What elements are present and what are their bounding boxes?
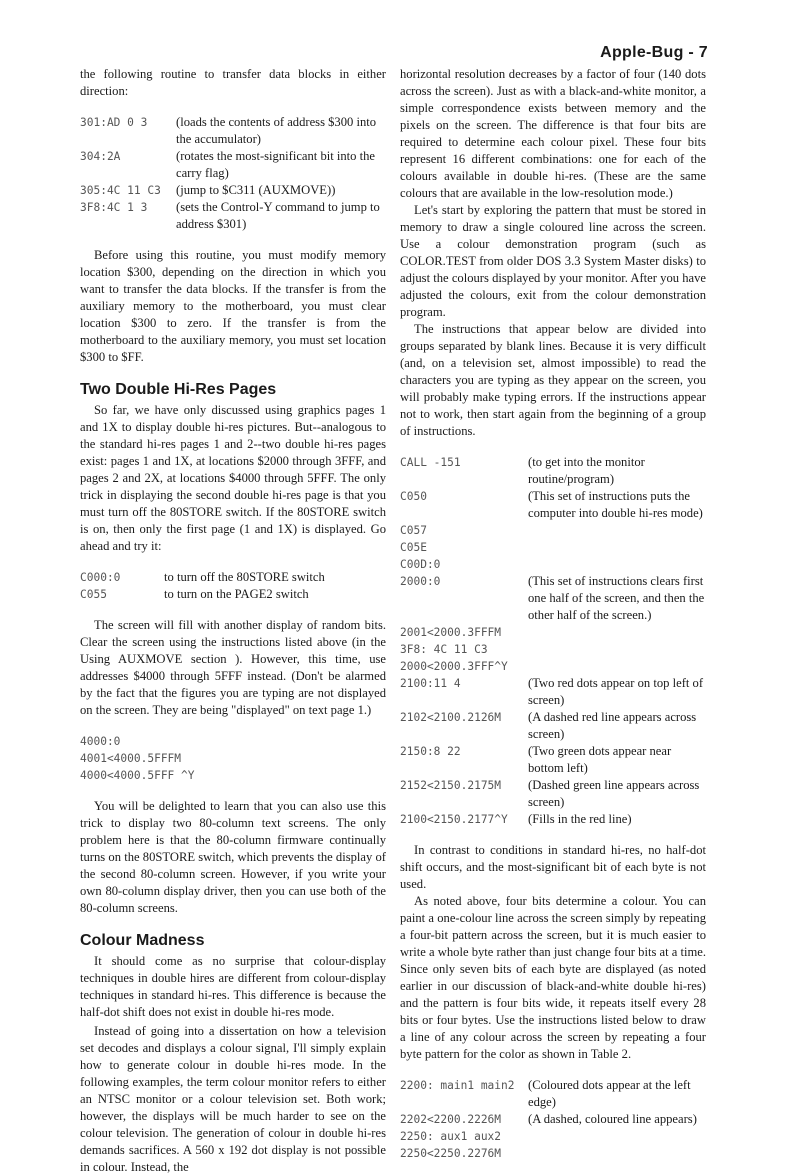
code-line: 4001<4000.5FFFM	[80, 752, 182, 765]
section-heading: Colour Madness	[80, 932, 205, 949]
right-column	[400, 66, 706, 1162]
code-row	[400, 1111, 706, 1128]
code-cell: C057	[400, 524, 427, 537]
desc-cell: (A dashed, coloured line appears)	[528, 1112, 697, 1126]
switch-listing	[80, 569, 386, 603]
desc-cell	[528, 658, 706, 675]
code-line: 4000<4000.5FFF ^Y	[80, 769, 195, 782]
desc-cell: (loads the contents of address $300 into the accumulator)	[176, 115, 377, 146]
code-row	[400, 658, 706, 675]
section-heading: Two Double Hi-Res Pages	[80, 381, 277, 398]
code-row	[400, 641, 706, 658]
code-row	[80, 182, 386, 199]
code-row	[400, 777, 706, 811]
code-cell: 2100:11 4	[400, 677, 461, 690]
paragraph: the following routine to transfer data blocks in either direction:	[80, 67, 386, 98]
code-row	[400, 454, 706, 488]
code-cell: 2202<2200.2226M	[400, 1113, 502, 1126]
paragraph: Instead of going into a dissertation on how a television set decodes and displays a colour signal, I'll simply explain how to generate colour in double hi-res mode. In the following examples, the term colour monitor refers to either an NTSC monitor or a colour television set. Both work; however, the displays will be much harder to see on the colour television. The generation of colour in double hi-res demands sacrifices. A 560 x 192 dot display is not possible in colour. Instead, the	[80, 1024, 386, 1174]
paragraph: In contrast to conditions in standard hi-res, no half-dot shift occurs, and the most-significant bit of each byte is not used.	[400, 843, 706, 891]
paragraph: Let's start by exploring the pattern that must be stored in memory to draw a single coloured line across the screen. Use a colour demonstration program (such as COLOR.TEST from older DOS 3.3 System Master disks) to adjust the colours displayed by your monitor. After you have adjusted the colours, exit from the colour demonstration program.	[400, 203, 706, 319]
code-cell: 305:4C 11 C3	[80, 184, 161, 197]
paragraph: horizontal resolution decreases by a factor of four (140 dots across the screen). Just as with a black-and-white monitor, a simple correspondence exists between memory and the pixels on the screen. The difference is that four bits are required to determine each colour pixel. These four bits represent 16 different combinations: one for each of the colours available in double hi-res. (These are the same colours that are available in the low-resolution mode.)	[400, 67, 706, 200]
desc-cell	[528, 1145, 706, 1162]
code-row	[80, 148, 386, 182]
code-cell: 2250: aux1 aux2	[400, 1130, 502, 1143]
desc-cell: (Dashed green line appears across screen)	[528, 778, 700, 809]
code-cell: 2000:0	[400, 575, 441, 588]
left-column	[80, 66, 386, 1176]
desc-cell: (Two red dots appear on top left of screen)	[528, 676, 704, 707]
code-cell: 2001<2000.3FFFM	[400, 626, 502, 639]
code-row	[80, 569, 386, 586]
code-row	[400, 1145, 706, 1162]
paragraph: The screen will fill with another display of random bits. Clear the screen using the instructions listed above (in the Using AUXMOVE section ). However, this time, use addresses $4000 through 5FFF instead. (Don't be alarmed by the fact that the figures you are typing are not displayed on the screen. They are being "displayed" on text page 1.)	[80, 618, 386, 717]
paragraph: As noted above, four bits determine a colour. You can paint a one-colour line across the screen simply by repeating a four-bit pattern across the screen, but it is much easier to write a whole byte rather than just change four bits at a time. Since only seven bits of each byte are displayed (as noted earlier in our discussion of black-and-white double hi-res) and the pattern is four bits wide, it repeats itself every 28 bits or four bytes. Use the instructions listed below to draw a line of any colour across the screen by repeating a four byte pattern for the color as shown in Table 2.	[400, 894, 706, 1061]
desc-cell	[528, 539, 706, 556]
code-cell: 2200: main1 main2	[400, 1079, 515, 1092]
routine-listing	[80, 114, 386, 233]
code-cell: 2000<2000.3FFF^Y	[400, 660, 508, 673]
desc-cell: (This set of instructions clears first one half of the screen, and then the other half of the screen.)	[528, 574, 705, 622]
desc-cell: (rotates the most-significant bit into the carry flag)	[176, 149, 376, 180]
code-cell: C000:0	[80, 571, 121, 584]
code-row	[400, 743, 706, 777]
code-cell: CALL -151	[400, 456, 461, 469]
desc-cell: (to get into the monitor routine/program)	[528, 455, 645, 486]
code-cell: C055	[80, 588, 107, 601]
paragraph: It should come as no surprise that colour-display techniques in double hires are different from colour-display techniques in standard hi-res. This difference is because the half-dot shift does not exist in double hi-res mode.	[80, 954, 386, 1019]
code-row	[400, 556, 706, 573]
desc-cell: to turn on the PAGE2 switch	[164, 587, 309, 601]
desc-cell: (Coloured dots appear at the left edge)	[528, 1078, 691, 1109]
desc-cell	[528, 624, 706, 641]
code-cell: 2150:8 22	[400, 745, 461, 758]
desc-cell: to turn off the 80STORE switch	[164, 570, 325, 584]
desc-cell: (Fills in the red line)	[528, 812, 632, 826]
code-row	[80, 586, 386, 603]
code-row	[80, 199, 386, 233]
code-cell: 2100<2150.2177^Y	[400, 813, 508, 826]
code-cell: 304:2A	[80, 150, 121, 163]
clear-listing	[80, 733, 386, 784]
code-row	[80, 114, 386, 148]
code-cell: 3F8: 4C 11 C3	[400, 643, 488, 656]
code-cell: 3F8:4C 1 3	[80, 201, 148, 214]
desc-cell	[528, 641, 706, 658]
desc-cell: (jump to $C311 (AUXMOVE))	[176, 183, 336, 197]
desc-cell	[528, 1128, 706, 1145]
paragraph: So far, we have only discussed using graphics pages 1 and 1X to display double hi-res pictures. But--analogous to the standard hi-res pages 1 and 2--two double hi-res pages exist: pages 1 and 1X, at locations $2000 through 3FFF, and pages 2 and 2X, at locations $4000 through 5FFF. The only trick in displaying the second double hi-res page is that you must turn off the 80STORE switch. If the 80STORE switch is on, then only the first page (1 and 1X) is displayed. Go ahead and try it:	[80, 403, 386, 553]
code-cell: C00D:0	[400, 558, 441, 571]
desc-cell: (A dashed red line appears across screen)	[528, 710, 697, 741]
code-row	[400, 811, 706, 828]
code-cell: 301:AD 0 3	[80, 116, 148, 129]
table2-listing	[400, 1077, 706, 1162]
code-cell: C05E	[400, 541, 427, 554]
desc-cell: (sets the Control-Y command to jump to address $301)	[176, 200, 380, 231]
desc-cell: (Two green dots appear near bottom left)	[528, 744, 672, 775]
code-cell: C050	[400, 490, 427, 503]
code-cell: 2152<2150.2175M	[400, 779, 502, 792]
code-row	[400, 1128, 706, 1145]
desc-cell	[528, 556, 706, 573]
desc-cell: (This set of instructions puts the computer into double hi-res mode)	[528, 489, 703, 520]
paragraph: The instructions that appear below are divided into groups separated by blank lines. Because it is very difficult (and, on a television set, almost impossible) to read the characters you are typing as they appear on the screen, you will probably make typing errors. If the instructions appear not to work, then start again from the beginning of a group of instructions.	[400, 322, 706, 438]
code-cell: 2250<2250.2276M	[400, 1147, 502, 1160]
code-row	[400, 488, 706, 522]
code-row	[400, 709, 706, 743]
code-line: 4000:0	[80, 735, 121, 748]
code-row	[400, 624, 706, 641]
desc-cell	[528, 522, 706, 539]
paragraph: Before using this routine, you must modify memory location $300, depending on the direction in which you want to transfer the data blocks. If the transfer is from the auxiliary memory to the motherboard, you must clear location $300 to zero. If the transfer is from the motherboard to the auxiliary memory, you must set location $300 to $FF.	[80, 248, 386, 364]
instruction-listing	[400, 454, 706, 828]
code-row	[400, 522, 706, 539]
code-row	[400, 573, 706, 624]
code-row	[400, 675, 706, 709]
code-cell: 2102<2100.2126M	[400, 711, 502, 724]
code-row	[400, 1077, 706, 1111]
code-row	[400, 539, 706, 556]
page-header: Apple-Bug - 7	[600, 44, 708, 61]
paragraph: You will be delighted to learn that you can also use this trick to display two 80-column text screens. The only problem here is that the 80-column firmware continually turns on the 80STORE switch, which prevents the display of the second 80-column screen. However, if you write your own 80-column display driver, then you can use both of the 80-column screens.	[80, 799, 386, 915]
